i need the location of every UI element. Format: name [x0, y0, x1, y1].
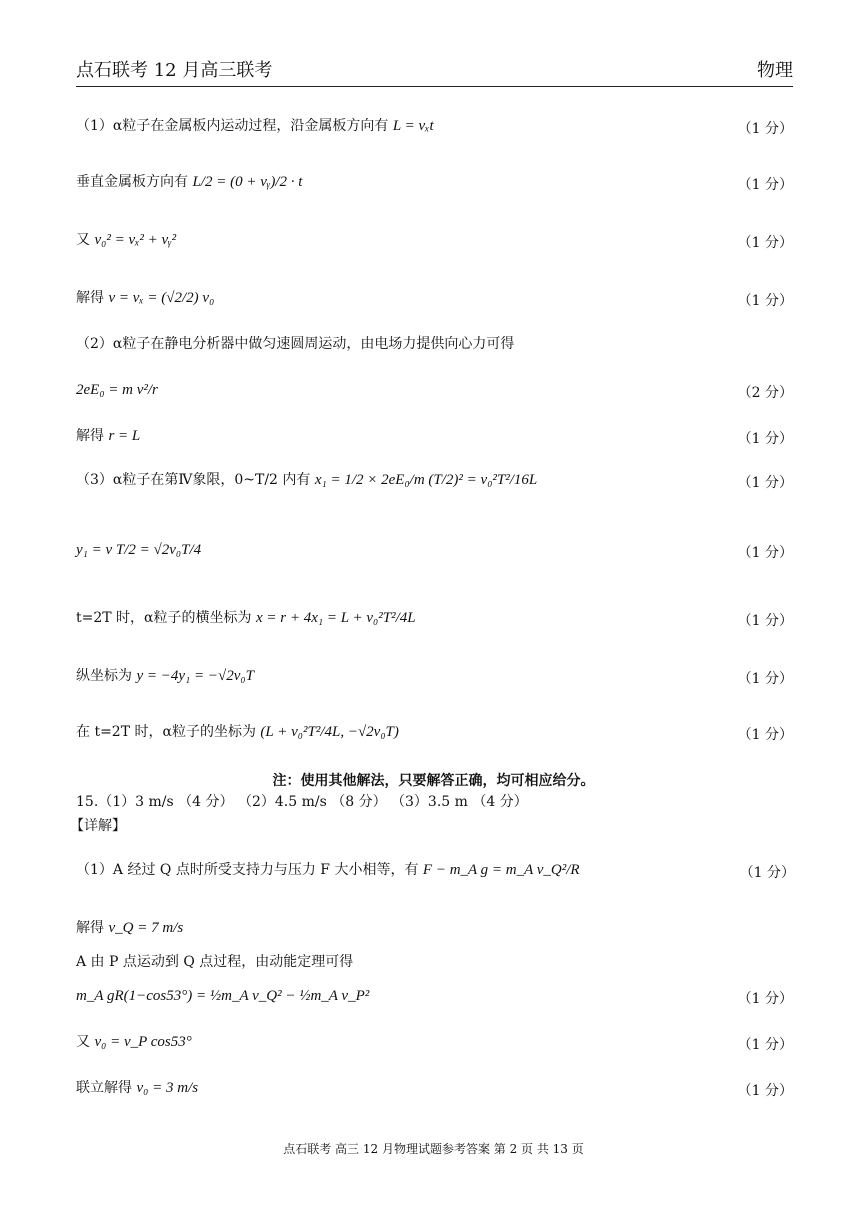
score-label: （1 分） — [737, 293, 793, 309]
header-title: 点石联考 12 月高三联考 — [76, 60, 273, 81]
score-label: （1 分） — [737, 475, 793, 491]
score-label: （1 分） — [737, 431, 793, 447]
solution-line: （1）A 经过 Q 点时所受支持力与压力 F 大小相等，有 F − m_A g = m_A v_Q²/R — [76, 862, 580, 878]
solution-line: 又 v₀ = v_P cos53° — [76, 1034, 192, 1050]
solution-line: 垂直金属板方向有 L/2 = (0 + vᵧ)/2 · t — [76, 174, 303, 190]
solution-line: （3）α粒子在第Ⅳ象限，0~T/2 内有 x₁ = 1/2 × 2eE₀/m (T/2)² = v₀²T²/16L — [76, 472, 538, 488]
solution-line: A 由 P 点运动到 Q 点过程，由动能定理可得 — [76, 954, 354, 970]
score-label: （1 分） — [737, 545, 793, 561]
page-footer: 点石联考 高三 12 月物理试题参考答案 第 2 页 共 13 页 — [283, 1142, 584, 1156]
score-label: （1 分） — [737, 671, 793, 687]
solution-line: （2）α粒子在静电分析器中做匀速圆周运动，由电场力提供向心力可得 — [76, 336, 515, 352]
score-label: （1 分） — [737, 1083, 793, 1099]
solution-line: 2eE₀ = m v²/r — [76, 382, 158, 398]
solution-line: 又 v₀² = vₓ² + vᵧ² — [76, 232, 177, 248]
solution-line: t=2T 时，α粒子的横坐标为 x = r + 4x₁ = L + v₀²T²/4L — [76, 610, 416, 626]
score-label: （1 分） — [737, 991, 793, 1007]
page-header — [76, 58, 793, 87]
solution-line: 联立解得 v₀ = 3 m/s — [76, 1080, 199, 1096]
solution-line: 在 t=2T 时，α粒子的坐标为 (L + v₀²T²/4L, −√2v₀T) — [76, 724, 399, 740]
header-subject: 物理 — [757, 60, 793, 81]
detail-label: 【详解】 — [70, 818, 126, 834]
solution-line: m_A gR(1−cos53°) = ½m_A v_Q² − ½m_A v_P² — [76, 988, 370, 1004]
score-label: （1 分） — [739, 865, 795, 881]
score-label: （1 分） — [737, 121, 793, 137]
grading-note: 注：使用其他解法，只要解答正确，均可相应给分。 — [272, 773, 595, 789]
solution-line: 解得 v = vₓ = (√2/2) v₀ — [76, 290, 215, 306]
solution-line: 解得 v_Q = 7 m/s — [76, 920, 184, 936]
solution-line: 解得 r = L — [76, 428, 141, 444]
solution-line: y₁ = v T/2 = √2v₀T/4 — [76, 542, 202, 558]
solution-line: 纵坐标为 y = −4y₁ = −√2v₀T — [76, 668, 254, 684]
score-label: （1 分） — [737, 613, 793, 629]
score-label: （1 分） — [737, 727, 793, 743]
solution-line: （1）α粒子在金属板内运动过程，沿金属板方向有 L = vₓt — [76, 118, 434, 134]
q15-answer: 15.（1）3 m/s （4 分） （2）4.5 m/s （8 分） （3）3.5 m （4 分） — [76, 794, 528, 810]
score-label: （1 分） — [737, 1037, 793, 1053]
score-label: （2 分） — [737, 385, 793, 401]
score-label: （1 分） — [737, 235, 793, 251]
score-label: （1 分） — [737, 177, 793, 193]
